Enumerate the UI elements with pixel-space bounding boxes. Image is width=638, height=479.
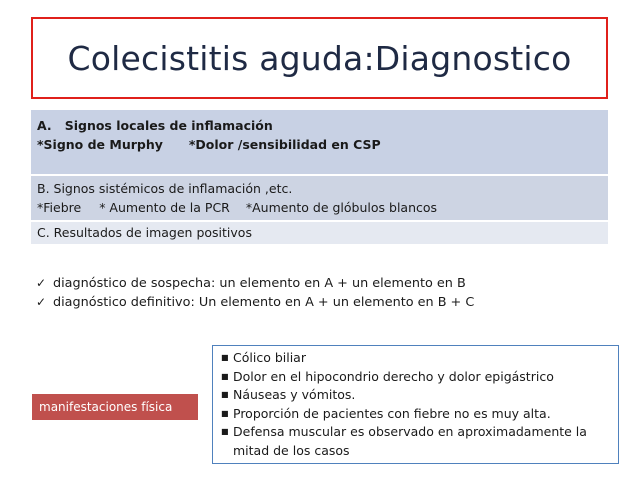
square-bullet-icon: ■ (221, 390, 229, 399)
criteria-a-item: *Signo de Murphy (37, 137, 163, 152)
diagnosis-item (36, 293, 474, 312)
criteria-a (31, 110, 608, 174)
manifestation-text: Cólico biliar (233, 350, 306, 365)
criteria-b-item: *Fiebre (37, 200, 82, 215)
diagnosis-text: diagnóstico definitivo: Un elemento en A + un elemento en B + C (53, 295, 475, 310)
manifestation-text: Dolor en el hipocondrio derecho y dolor epigástrico (233, 368, 554, 384)
manifestations-box (212, 345, 619, 464)
criteria-c (31, 222, 608, 244)
manifestation-text: Defensa muscular es observado en aproximadamente la mitad de los casos (233, 424, 587, 458)
diagnosis-item (36, 274, 474, 293)
slide-title: Colecistitis aguda:Diagnostico (67, 38, 572, 78)
check-mark-icon: ✓ (36, 295, 47, 309)
title-box (31, 17, 608, 99)
manifestation-text: Náuseas y vómitos. (233, 387, 356, 402)
manifestation-item (221, 386, 612, 405)
diagnosis-list (36, 274, 474, 312)
criteria-b-header: B. Signos sistémicos de inflamación ,etc. (37, 181, 293, 196)
check-mark-icon: ✓ (36, 276, 47, 290)
manifestation-item (221, 405, 612, 424)
criteria-c-header: C. Resultados de imagen positivos (37, 225, 252, 240)
square-bullet-icon: ■ (221, 408, 229, 418)
criteria-a-header: A. Signos locales de inflamación (37, 118, 273, 133)
manifestation-item (221, 349, 612, 368)
manifestation-text: Proporción de pacientes con fiebre no es muy alta. (233, 405, 551, 421)
diagnosis-text: diagnóstico de sospecha: un elemento en A + un elemento en B (53, 276, 466, 291)
manifestation-item (221, 423, 612, 460)
criteria-b (31, 176, 608, 220)
criteria-b-item: *Aumento de glóbulos blancos (245, 200, 438, 215)
manifestations-label (32, 394, 198, 420)
criteria-a-item: *Dolor /sensibilidad en CSP (188, 137, 381, 152)
manifestation-item (221, 368, 612, 387)
criteria-b-item: * Aumento de la PCR (99, 200, 230, 215)
square-bullet-icon: ■ (221, 427, 229, 436)
square-bullet-icon: ■ (221, 371, 229, 381)
square-bullet-icon: ■ (221, 353, 229, 362)
manifestations-label-text: manifestaciones física (39, 400, 173, 414)
